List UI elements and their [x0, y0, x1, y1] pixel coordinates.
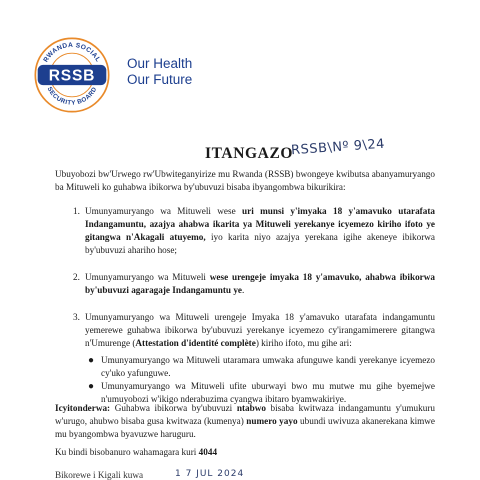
item-text: Umunyamuryango wa Mituweli wese — [85, 206, 242, 216]
bullet-icon: ● — [88, 355, 95, 366]
note-label: Icyitonderwa: — [55, 403, 111, 413]
bullet-icon: ● — [88, 381, 95, 392]
item-number: 3. — [73, 312, 80, 322]
note-bold: numero yayo — [246, 416, 298, 426]
item-bold-text: wese urengeje imyaka 18 y'amavuko, ahabwa ibikorwa by'ubuvuzi agaragaje Indangamuntu ye — [85, 272, 435, 295]
list-item — [55, 271, 435, 297]
footer-place-date: Bikorewe i Kigali kuwa — [55, 470, 144, 480]
item-text: Umunyamuryango wa Mituweli — [85, 272, 210, 282]
logo-wordmark: RSSB — [48, 67, 96, 85]
intro-paragraph: Ubuyobozi bw'Urwego rw'Ubwiteganyirize mu Rwanda (RSSB) bwongeye kwibutsa abanyamuryango ba Mituweli ko guhabwa ibikorwa by'ubuvuzi bisaba ibyangombwa bikurikira: — [55, 169, 435, 192]
sub-item-text: Umunyamuryango wa Mituweli utaramara umwaka afunguwe kandi yerekanye icyemezo cy'uko yafunguwe. — [101, 355, 435, 378]
brand-tagline — [127, 56, 192, 88]
item-bold-text: Attestation d'identité complète — [135, 338, 256, 348]
note-text: ubundi uwivuza akanerekana kimwe mu byangombwa byavuzwe haruguru. — [55, 416, 435, 439]
list-item — [55, 205, 435, 257]
tagline-line-2: Our Future — [127, 72, 193, 87]
rssb-logo — [33, 36, 111, 114]
note-bold: ntabwo — [236, 403, 266, 413]
item-number: 2. — [73, 272, 80, 282]
page-title: ITANGAZO — [205, 145, 294, 162]
item-text: . — [242, 285, 245, 295]
contact-text: Ku bindi bisobanuro wahamagara kuri — [55, 447, 199, 457]
note-text: Guhabwa ibikorwa by'ubuvuzi — [110, 403, 237, 413]
item-number: 1. — [73, 206, 80, 216]
date-stamp: 1 7 JUL 2024 — [175, 469, 245, 479]
item-text: iyo karita niyo azajya yerekana igihe akeneye ibikorwa by'ubuvuzi ahariho hose; — [85, 232, 435, 255]
sub-list — [85, 354, 435, 406]
contact-line — [55, 446, 217, 459]
contact-number: 4044 — [198, 447, 218, 457]
tagline-line-1: Our Health — [127, 56, 193, 71]
item-bold-text: uri munsi y'imyaka 18 y'amavuko utarafata Indangamuntu, azajya ahabwa ikarita ya Mituweli yerekanye icyemezo kiriho ifoto ye gitangwa n'Akagali atuyemo, — [85, 206, 435, 242]
title-row — [0, 136, 480, 164]
requirements-list — [55, 205, 435, 406]
sub-list-item — [85, 354, 435, 380]
note-paragraph — [55, 402, 435, 441]
item-text: Umunyamuryango wa Mituweli urengeje Imyaka 18 y'amavuko utarafata indangamuntu yemerewe guhabwa ibikorwa by'ubuvuzi yerekanye icyemezo cy'irangamimerere gitangwa n'Umurenge ( — [85, 312, 435, 348]
sub-item-text: Umunyamuryango wa Mituweli ufite uburwayi bwo mu mutwe mu gihe byemejwe n'umuyobozi w'ikigo nderabuzima cyangwa ibitaro byamwakiriye. — [101, 381, 435, 404]
handwritten-reference: RSSB\Nº 9\24 — [290, 136, 386, 159]
list-item — [55, 311, 435, 406]
item-text: ) kiriho ifoto, mu gihe ari: — [255, 338, 352, 348]
logo-ring-bottom: SECURITY BOARD — [45, 85, 99, 107]
logo-ring-top: RWANDA SOCIAL — [42, 41, 102, 64]
note-text: bisaba kwitwaza indangamuntu y'umukuru w'urugo, ahubwo bisaba gusa kwitwaza (kumenya) — [55, 403, 435, 426]
